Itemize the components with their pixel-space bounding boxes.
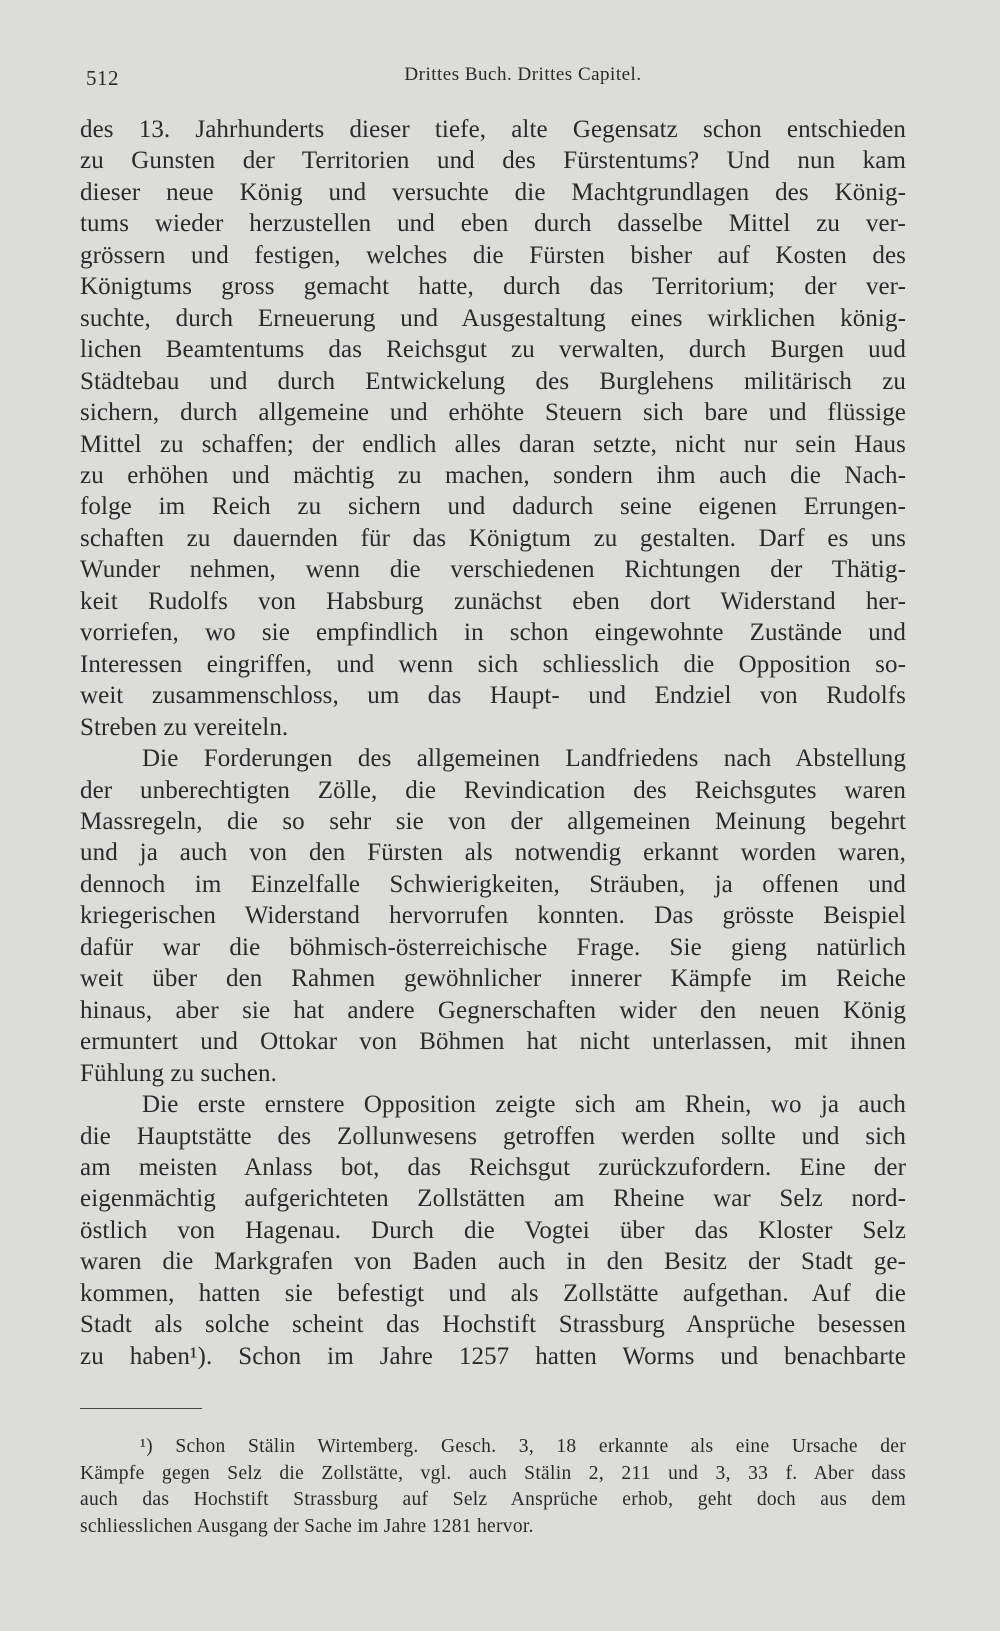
text-line: eigenmächtig aufgerichteten Zollstätten am Rheine war Selz nord- [80, 1185, 906, 1213]
footnote-line: schliesslichen Ausgang der Sache im Jahre 1281 hervor. [80, 1515, 534, 1537]
page-header [78, 60, 908, 94]
text-line: suchte, durch Erneuerung und Ausgestaltung eines wirklichen könig- [80, 304, 906, 332]
text-line: zu haben¹). Schon im Jahre 1257 hatten Worms und benachbarte [80, 1342, 906, 1370]
text-line: sichern, durch allgemeine und erhöhte Steuern sich bare und flüssige [80, 399, 906, 427]
text-line: kriegerischen Widerstand hervorrufen konnten. Das grösste Beispiel [80, 902, 906, 930]
text-line: kommen, hatten sie befestigt und als Zollstätte aufgethan. Auf die [80, 1279, 906, 1307]
footnote-line: ¹) Schon Stälin Wirtemberg. Gesch. 3, 18 erkannte als eine Ursache der [140, 1436, 906, 1457]
text-line: waren die Markgrafen von Baden auch in den Besitz der Stadt ge- [80, 1248, 906, 1276]
text-line: Die Forderungen des allgemeinen Landfriedens nach Abstellung [142, 745, 906, 773]
text-line: zu Gunsten der Territorien und des Fürstentums? Und nun kam [80, 147, 906, 175]
text-line: Mittel zu schaffen; der endlich alles daran setzte, nicht nur sein Haus [80, 430, 906, 458]
text-line: des 13. Jahrhunderts dieser tiefe, alte Gegensatz schon entschieden [80, 116, 906, 143]
text-line: Städtebau und durch Entwickelung des Burglehens militärisch zu [80, 367, 906, 395]
text-line: Fühlung zu suchen. [80, 1059, 277, 1087]
text-line: lichen Beamtentums das Reichsgut zu verwalten, durch Burgen uud [80, 336, 906, 364]
text-line: der unberechtigten Zölle, die Revindication des Reichsgutes waren [80, 776, 906, 804]
text-line: schaften zu dauernden für das Königtum zu gestalten. Darf es uns [80, 524, 906, 552]
text-line: dafür war die böhmisch-österreichische Frage. Sie gieng natürlich [80, 933, 906, 961]
running-head: Drittes Buch. Drittes Capitel. [404, 64, 642, 85]
text-line: die Hauptstätte des Zollunwesens getroffen werden sollte und sich [80, 1122, 906, 1150]
text-line: vorriefen, wo sie empfindlich in schon eingewohnte Zustände und [80, 619, 906, 647]
text-line: zu erhöhen und mächtig zu machen, sondern ihm auch die Nach- [80, 461, 906, 489]
text-line: Streben zu vereiteln. [80, 713, 289, 741]
page-number: 512 [86, 66, 119, 90]
text-line: weit über den Rahmen gewöhnlicher innerer Kämpfe im Reiche [80, 965, 906, 993]
body-text [80, 114, 906, 1372]
footnote-line: Kämpfe gegen Selz die Zollstätte, vgl. auch Stälin 2, 211 und 3, 33 f. Aber dass [80, 1462, 906, 1484]
footnote-rule [80, 1408, 202, 1409]
text-line: folge im Reich zu sichern und dadurch seine eigenen Errungen- [80, 493, 906, 521]
text-line: keit Rudolfs von Habsburg zunächst eben dort Widerstand her- [80, 587, 906, 615]
text-line: grössern und festigen, welches die Fürsten bisher auf Kosten des [80, 241, 906, 269]
text-line: Massregeln, die so sehr sie von der allgemeinen Meinung begehrt [80, 807, 906, 835]
text-line: am meisten Anlass bot, das Reichsgut zurückzufordern. Eine der [80, 1153, 906, 1181]
text-line: östlich von Hagenau. Durch die Vogtei über das Kloster Selz [80, 1216, 906, 1244]
footnote [80, 1434, 906, 1540]
text-line: ermuntert und Ottokar von Böhmen hat nicht unterlassen, mit ihnen [80, 1028, 906, 1056]
text-line: dieser neue König und versuchte die Machtgrundlagen des König- [80, 178, 906, 206]
footnote-line: auch das Hochstift Strassburg auf Selz Ansprüche erhob, geht doch aus dem [80, 1489, 906, 1510]
text-line: Wunder nehmen, wenn die verschiedenen Richtungen der Thätig- [80, 556, 906, 584]
text-line: Die erste ernstere Opposition zeigte sich am Rhein, wo ja auch [142, 1091, 906, 1119]
text-line: Königtums gross gemacht hatte, durch das Territorium; der ver- [80, 273, 906, 301]
text-line: weit zusammenschloss, um das Haupt- und Endziel von Rudolfs [80, 682, 906, 710]
text-line: dennoch im Einzelfalle Schwierigkeiten, Sträuben, ja offenen und [80, 870, 906, 898]
text-line: Interessen eingriffen, und wenn sich schliesslich die Opposition so- [80, 650, 906, 678]
text-line: hinaus, aber sie hat andere Gegnerschaften wider den neuen König [80, 996, 906, 1024]
text-line: tums wieder herzustellen und eben durch dasselbe Mittel zu ver- [80, 210, 906, 238]
text-line: Stadt als solche scheint das Hochstift Strassburg Ansprüche besessen [80, 1311, 906, 1339]
text-line: und ja auch von den Fürsten als notwendig erkannt worden waren, [80, 839, 906, 867]
